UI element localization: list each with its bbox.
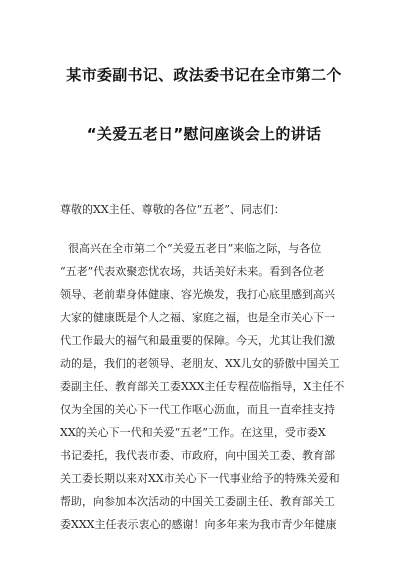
salutation: 尊敬的XX主任、尊敬的各位“五老”、同志们： [60, 203, 285, 216]
body-line-11: 关工委长期以来对XX市关心下一代事业给予的特殊关爱和 [60, 472, 340, 485]
body-line-8: 仅为全国的关心下一代工作呕心沥血，而且一直牵挂支持 [60, 403, 335, 416]
body-line-10: 书记委托，我代表市委、市政府，向中国关工委、教育部 [60, 449, 335, 462]
body-line-3: 领导、老前辈身体健康、容光焕发，我打心底里感到高兴 [60, 288, 335, 301]
body-line-13: 委XXX主任表示衷心的感谢！向多年来为我市青少年健康 [60, 518, 337, 531]
body-line-5: 代工作最大的福气和最重要的保障。今天，尤其让我们激 [60, 334, 335, 347]
body-line-4: 大家的健康既是个人之福、家庭之福，也是全市关心下一 [60, 311, 335, 324]
body-line-2: “五老”代表欢聚恋忧农场，共话美好未来。看到各位老 [60, 265, 325, 278]
document-title-line-2: “关爱五老日”慰问座谈会上的讲话 [86, 125, 322, 143]
body-line-12: 帮助，向参加本次活动的中国关工委副主任、教育部关工 [60, 495, 335, 508]
body-line-6: 动的是，我们的老领导、老朋友、XX儿女的骄傲中国关工 [60, 357, 340, 370]
document-title-line-1: 某市委副书记、政法委书记在全市第二个 [66, 66, 342, 84]
body-line-7: 委副主任、教育部关工委XXX主任专程莅临指导，X主任不 [60, 380, 345, 393]
body-line-1: 很高兴在全市第二个“关爱五老日”来临之际，与各位 [68, 242, 322, 255]
body-line-9: XX的关心下一代和关爱“五老”工作。在这里，受市委X [60, 426, 326, 439]
